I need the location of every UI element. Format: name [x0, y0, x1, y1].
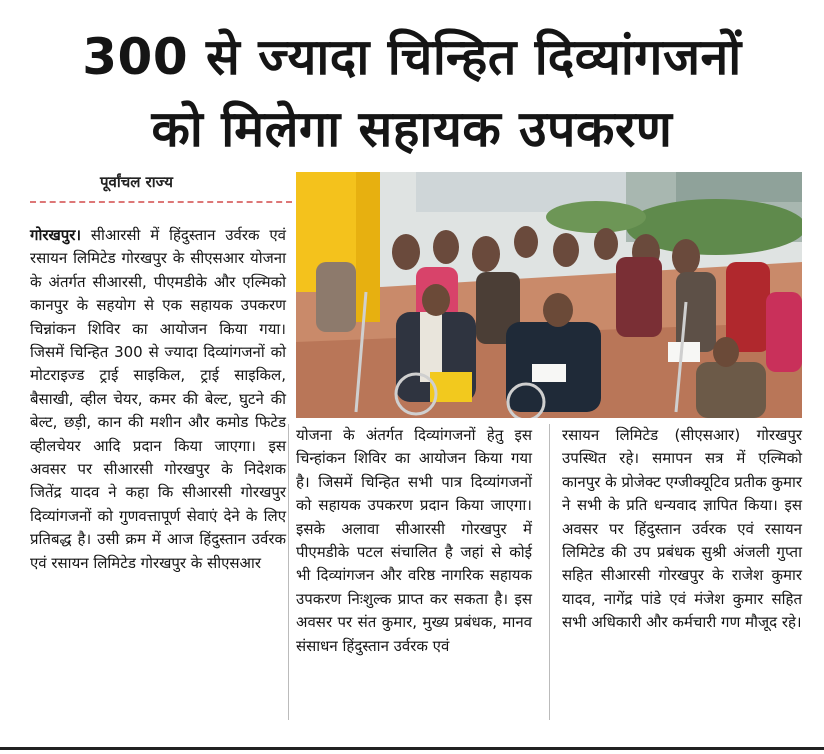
- camp-photo-illustration: [296, 172, 802, 418]
- headline-line-2: को मिलेगा सहायक उपकरण: [151, 100, 673, 158]
- article-column-1: [30, 224, 286, 575]
- column-3-text: रसायन लिमिटेड (सीएसआर) गोरखपुर उपस्थित रहे। समापन सत्र में एल्मिको कानपुर के प्रोजेक्ट एग्जीक्यूटिव प्रतीक कुमार ने सभी के प्रति धन्यवाद ज्ञापित किया। इस अवसर पर हिंदुस्तान उर्वरक एवं रसायन लिमिटेड की उप प्रबंधक सुश्री अंजली गुप्ता सहित सीआरसी गोरखपुर के राजेश कुमार यादव, नागेंद्र पांडे एवं मंजेश कुमार सहित सभी अधिकारी और कर्मचारी गण मौजूद रहे।: [562, 426, 802, 632]
- byline: पूर्वांचल राज्य: [100, 173, 173, 191]
- column-2-text: योजना के अंतर्गत दिव्यांगजनों हेतु इस चिन्हांकन शिविर का आयोजन किया गया है। जिसमें चिन्हित सभी पात्र दिव्यांगजनों को सहायक उपकरण प्रदान किया जाएगा। इसके अलावा सीआरसी गोरखपुर में पीएमडीके पटल संचालित है जहां से कोई भी दिव्यांगजन और वरिष्ठ नागरिक सहायक उपकरण निःशुल्क प्राप्त कर सकता है। इस अवसर पर संत कुमार, मुख्य प्रबंधक, मानव संसाधन हिंदुस्तान उर्वरक एवं: [296, 426, 532, 655]
- article-column-3: [562, 424, 802, 635]
- article-column-2: [296, 424, 532, 658]
- news-photo: [296, 172, 802, 418]
- page-bottom-rule: [0, 744, 824, 754]
- headline-line-1: 300 से ज्यादा चिन्हित दिव्यांगजनों: [82, 28, 742, 86]
- column-divider-2: [549, 424, 550, 720]
- dateline: गोरखपुर।: [30, 226, 82, 244]
- column-divider-1: [288, 424, 289, 720]
- column-1-text: सीआरसी में हिंदुस्तान उर्वरक एवं रसायन लिमिटेड गोरखपुर के सीएसआर योजना के अंतर्गत सीआरसी, पीएमडीके और एल्मिको कानपुर के सहयोग से एक सहायक उपकरण चिन्नांकन शिविर का आयोजन किया गया। जिसमें चिन्हित 300 से ज्यादा दिव्यांगजनों को मोटराइज्ड ट्राई साइकिल, ट्राई साइकिल, बैसाखी, व्हील चेयर, कमर की बेल्ट, घुटने की बेल्ट, छड़ी, कान की मशीन और कमोड फिटेड व्हीलचेयर आदि प्रदान किया जाएगा। इस अवसर पर सीआरसी गोरखपुर के निदेशक जितेंद्र यादव ने कहा कि सीआरसी गोरखपुर दिव्यांगजनों को गुणवत्तापूर्ण सेवाएं देने के लिए प्रतिबद्ध है। उसी क्रम में आज हिंदुस्तान उर्वरक एवं रसायन लिमिटेड गोरखपुर के सीएसआर: [30, 226, 286, 572]
- byline-divider: [30, 201, 292, 203]
